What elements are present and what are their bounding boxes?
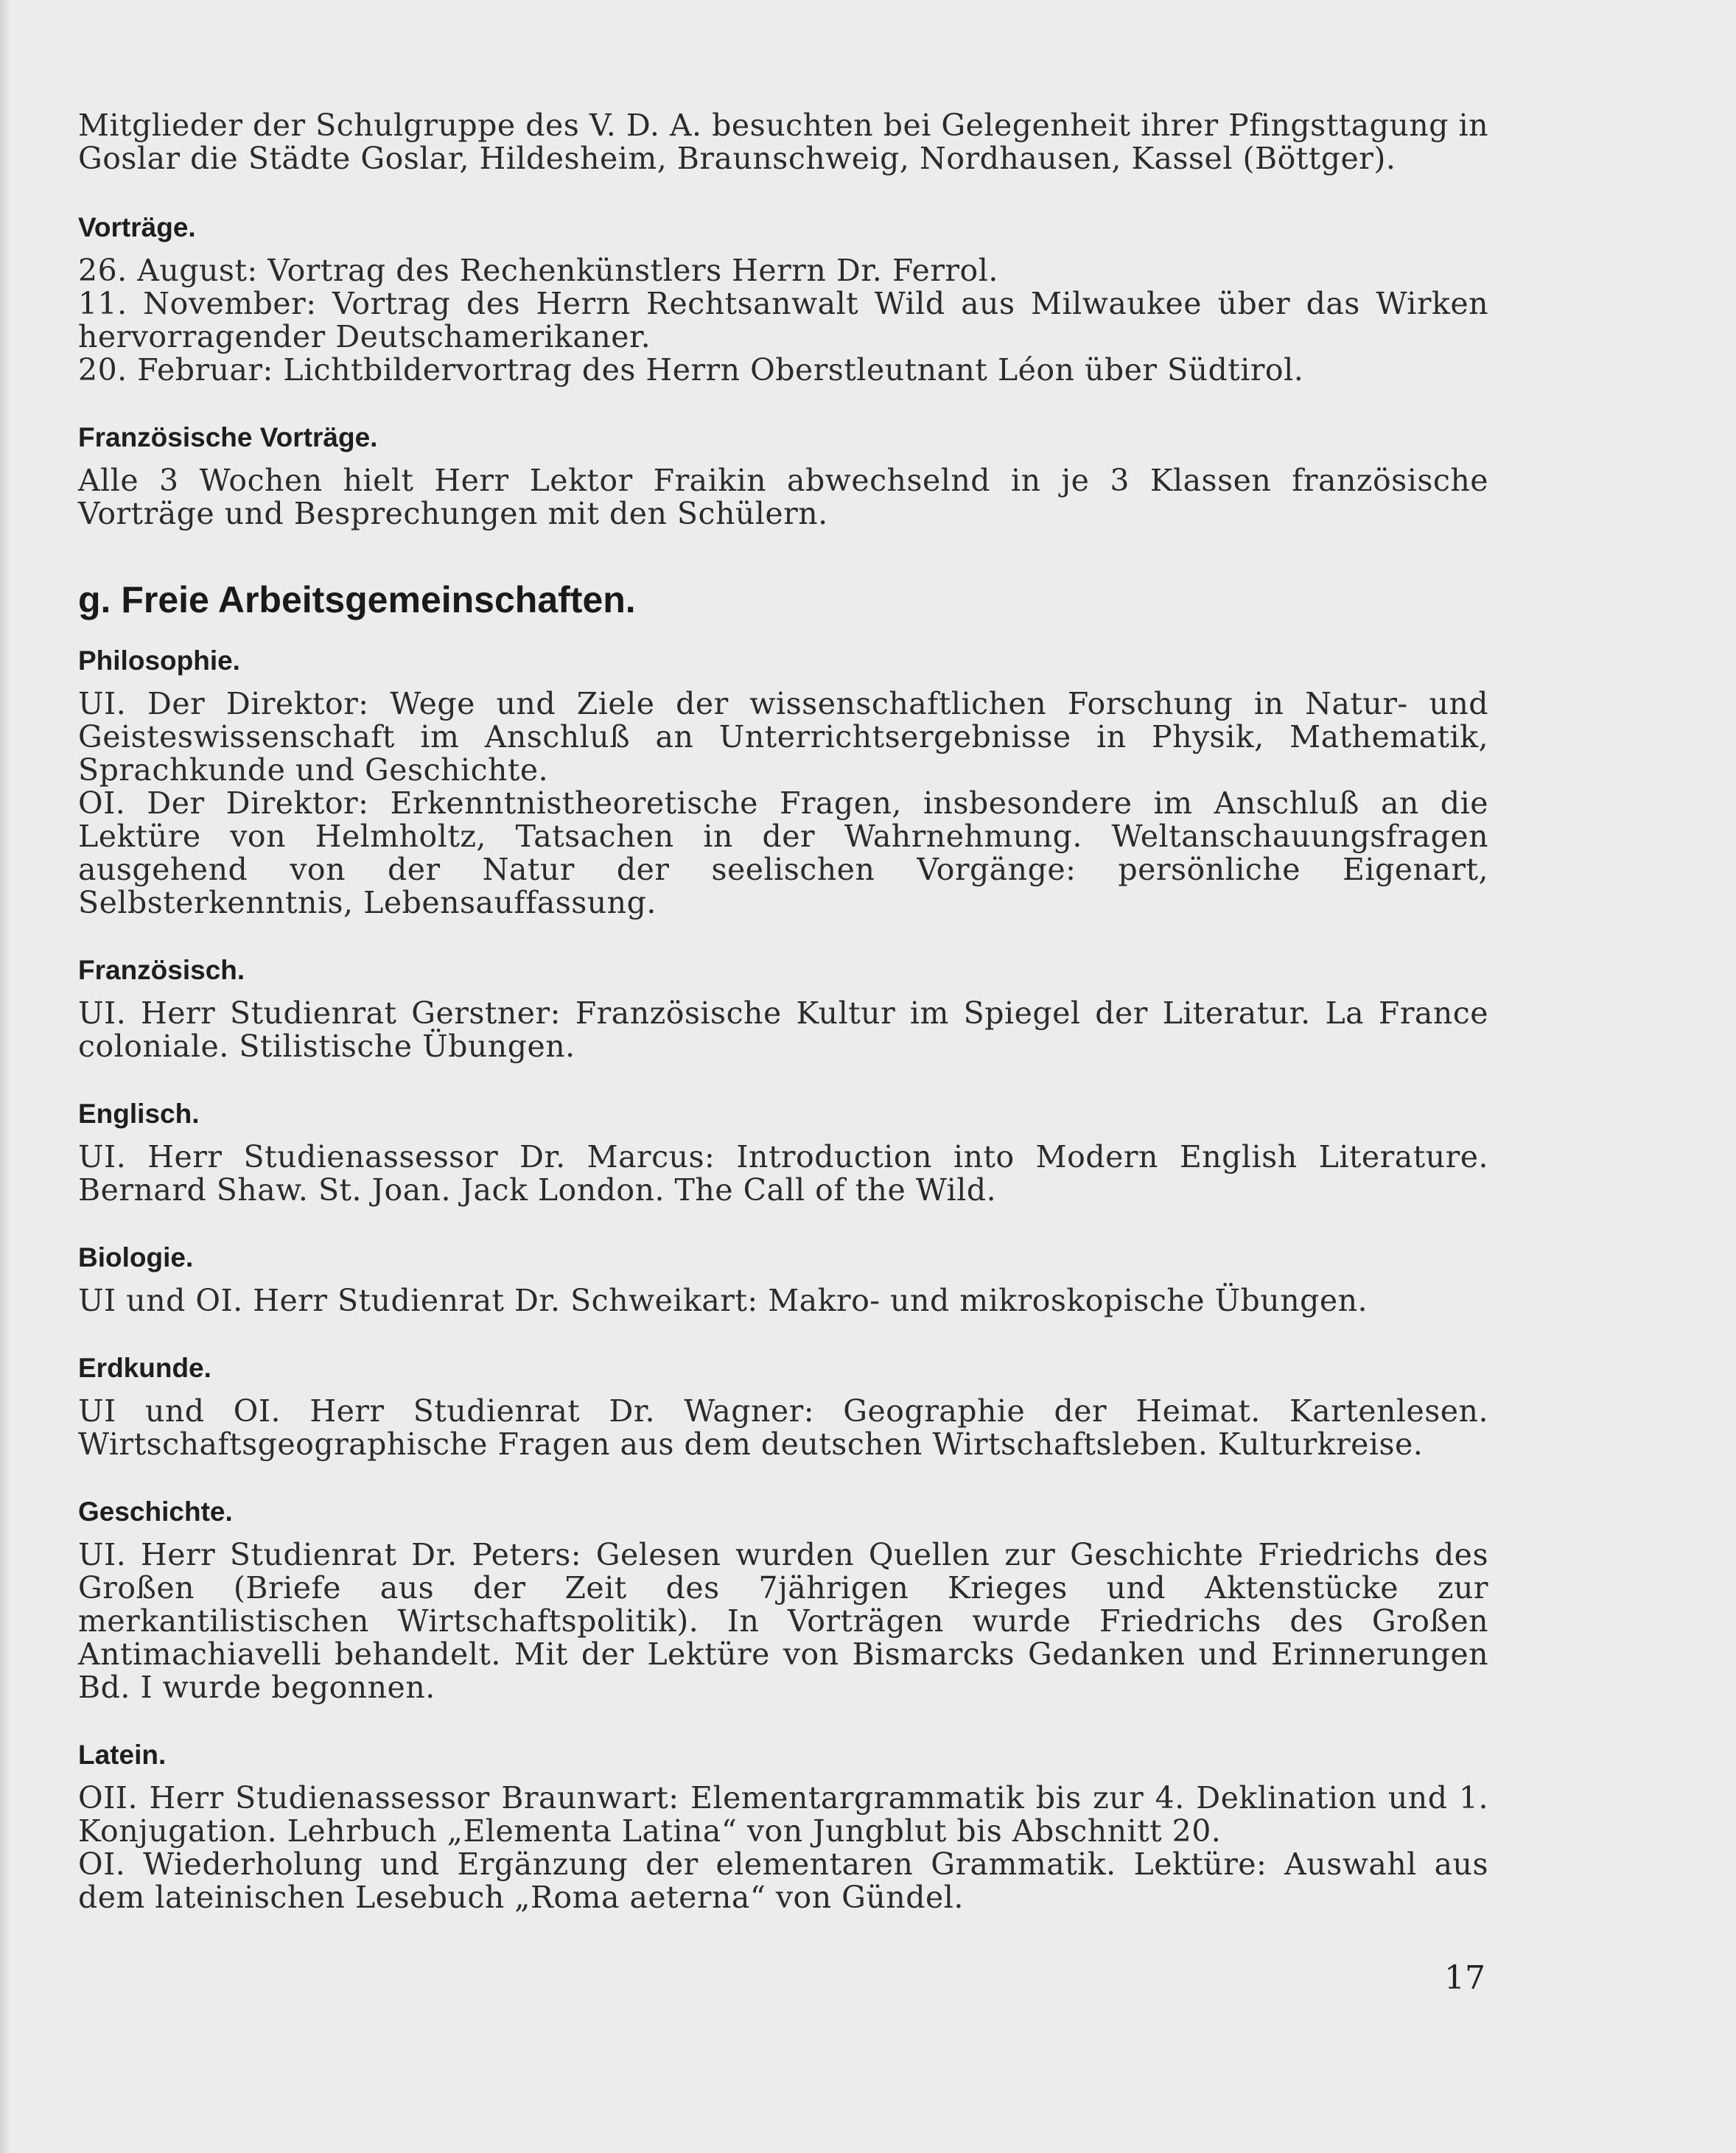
franz-vortraege-block	[78, 421, 1488, 531]
latein-line: OII. Herr Studienassessor Braunwart: Elementargrammatik bis zur 4. Deklination und 1. Konjugation. Lehrbuch „Elementa Latina“ von Jungblut bis Abschnitt 20.	[78, 1780, 1488, 1849]
erdkunde-heading: Erdkunde.	[78, 1353, 211, 1383]
franzoesisch-text: UI. Herr Studienrat Gerstner: Französische Kultur im Spiegel der Literatur. La France coloniale. Stilistische Übungen.	[78, 995, 1488, 1064]
section-g-title: g. Freie Arbeitsgemeinschaften.	[78, 579, 636, 620]
vortraege-heading: Vorträge.	[78, 212, 196, 242]
vortrag-line: 20. Februar: Lichtbildervortrag des Herrn Oberstleutnant Léon über Südtirol.	[78, 352, 1304, 388]
page-edge-shadow	[0, 0, 10, 2153]
franzoesisch-block	[78, 953, 1488, 1063]
biologie-block	[78, 1241, 1488, 1317]
philosophie-block	[78, 644, 1488, 920]
vortraege-block	[78, 211, 1488, 387]
page-number: 17	[1444, 1959, 1485, 1997]
latein-heading: Latein.	[78, 1740, 167, 1770]
franzoesisch-text-block	[78, 997, 1488, 1063]
erdkunde-block	[78, 1351, 1488, 1461]
biologie-text: UI und OI. Herr Studienrat Dr. Schweikart: Makro- und mikroskopische Übungen.	[78, 1283, 1368, 1318]
englisch-block	[78, 1097, 1488, 1207]
biologie-text-block	[78, 1284, 1488, 1317]
vortrag-line: 26. August: Vortrag des Rechenkünstlers Herrn Dr. Ferrol.	[78, 253, 998, 288]
page-content	[78, 109, 1488, 1914]
intro-paragraph	[78, 109, 1488, 175]
franz-vortraege-text-block	[78, 464, 1488, 531]
intro-text: Mitglieder der Schulgruppe des V. D. A. besuchten bei Gelegenheit ihrer Pfingsttagung in Goslar die Städte Goslar, Hildesheim, Braunschweig, Nordhausen, Kassel (Böttger).	[78, 108, 1488, 176]
philosophie-heading: Philosophie.	[78, 645, 240, 676]
franz-vortraege-heading: Französische Vorträge.	[78, 422, 378, 452]
erdkunde-text-block	[78, 1395, 1488, 1461]
latein-text-block	[78, 1782, 1488, 1914]
geschichte-text-block	[78, 1538, 1488, 1704]
englisch-heading: Englisch.	[78, 1099, 200, 1129]
englisch-text-block	[78, 1141, 1488, 1207]
franzoesisch-heading: Französisch.	[78, 955, 245, 985]
latein-block	[78, 1738, 1488, 1914]
philosophie-line: OI. Der Direktor: Erkenntnistheoretische Fragen, insbesondere im Anschluß an die Lektüre von Helmholtz, Tatsachen in der Wahrnehmung. Weltanschauungsfragen ausgehend von der Natur der seelischen Vorgänge: persönliche Eigenart, Selbsterkenntnis, Lebensauffassung.	[78, 785, 1488, 920]
philosophie-line: UI. Der Direktor: Wege und Ziele der wissenschaftlichen Forschung in Natur- und Geisteswissenschaft im Anschluß an Unterrichtsergebnisse in Physik, Mathematik, Sprachkunde und Geschichte.	[78, 686, 1488, 788]
franz-vortraege-text: Alle 3 Wochen hielt Herr Lektor Fraikin abwechselnd in je 3 Klassen französische Vorträge und Besprechungen mit den Schülern.	[78, 463, 1488, 531]
geschichte-block	[78, 1495, 1488, 1704]
latein-line: OI. Wiederholung und Ergänzung der elementaren Grammatik. Lektüre: Auswahl aus dem lateinischen Lesebuch „Roma aeterna“ von Gündel.	[78, 1846, 1488, 1915]
vortrag-line: 11. November: Vortrag des Herrn Rechtsanwalt Wild aus Milwaukee über das Wirken hervorragender Deutschamerikaner.	[78, 286, 1488, 354]
englisch-text: UI. Herr Studienassessor Dr. Marcus: Introduction into Modern English Literature. Bernard Shaw. St. Joan. Jack London. The Call of the Wild.	[78, 1139, 1488, 1208]
section-g	[78, 578, 1488, 622]
biologie-heading: Biologie.	[78, 1242, 194, 1272]
geschichte-heading: Geschichte.	[78, 1496, 233, 1527]
philosophie-text-block	[78, 687, 1488, 920]
geschichte-text: UI. Herr Studienrat Dr. Peters: Gelesen wurden Quellen zur Geschichte Friedrichs des Großen (Briefe aus der Zeit des 7jährigen Krieges und Aktenstücke zur merkantilistischen Wirtschaftspolitik). In Vorträgen wurde Friedrichs des Großen Antimachiavelli behandelt. Mit der Lektüre von Bismarcks Gedanken und Erinnerungen Bd. I wurde begonnen.	[78, 1537, 1488, 1705]
erdkunde-text: UI und OI. Herr Studienrat Dr. Wagner: Geographie der Heimat. Kartenlesen. Wirtschaftsgeographische Fragen aus dem deutschen Wirtschaftsleben. Kulturkreise.	[78, 1393, 1488, 1462]
vortraege-list	[78, 254, 1488, 387]
